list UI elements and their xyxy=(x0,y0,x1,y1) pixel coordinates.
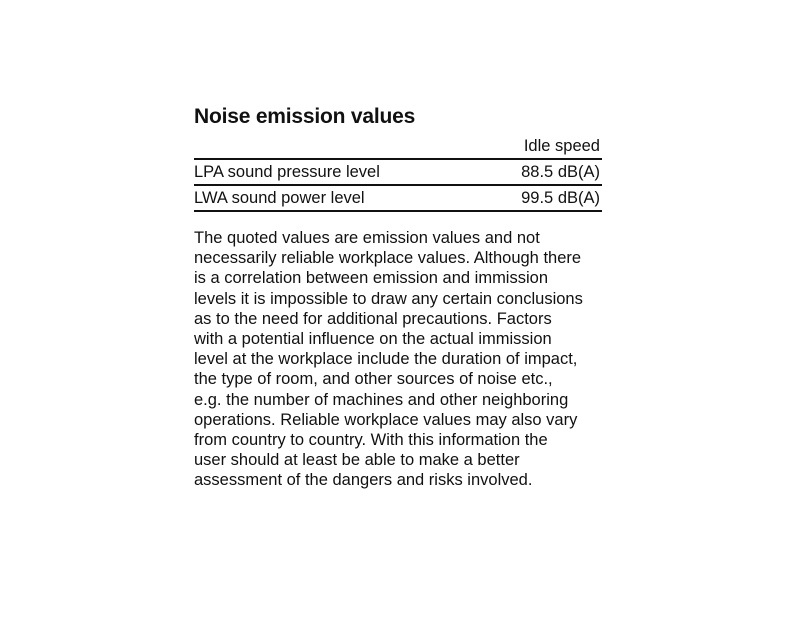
section-title: Noise emission values xyxy=(194,105,416,128)
column-header-idle-speed: Idle speed xyxy=(523,137,600,155)
row-label-lwa: LWA sound power level xyxy=(194,189,365,207)
row-label-lpa: LPA sound pressure level xyxy=(194,163,380,181)
explanatory-paragraph: The quoted values are emission values and not necessarily reliable workplace values. Although there is a correlation between emission and immission levels it is impossible to draw any certain conclusions as to the need for additional precautions. Factors with a potential influence on the actual immission level at the workplace include the duration of impact, the type of room, and other sources of noise etc., e.g. the number of machines and other neighboring operations. Reliable workplace values may also vary from country to country. With this information the user should at least be able to make a better assessment of the dangers and risks involved. xyxy=(194,229,583,490)
table-row xyxy=(194,186,602,212)
row-value-lwa: 99.5 dB(A) xyxy=(521,189,600,207)
noise-values-table xyxy=(194,135,602,212)
table-header-row xyxy=(194,135,602,160)
row-value-lpa: 88.5 dB(A) xyxy=(521,163,600,181)
table-row xyxy=(194,160,602,186)
document xyxy=(194,104,604,491)
